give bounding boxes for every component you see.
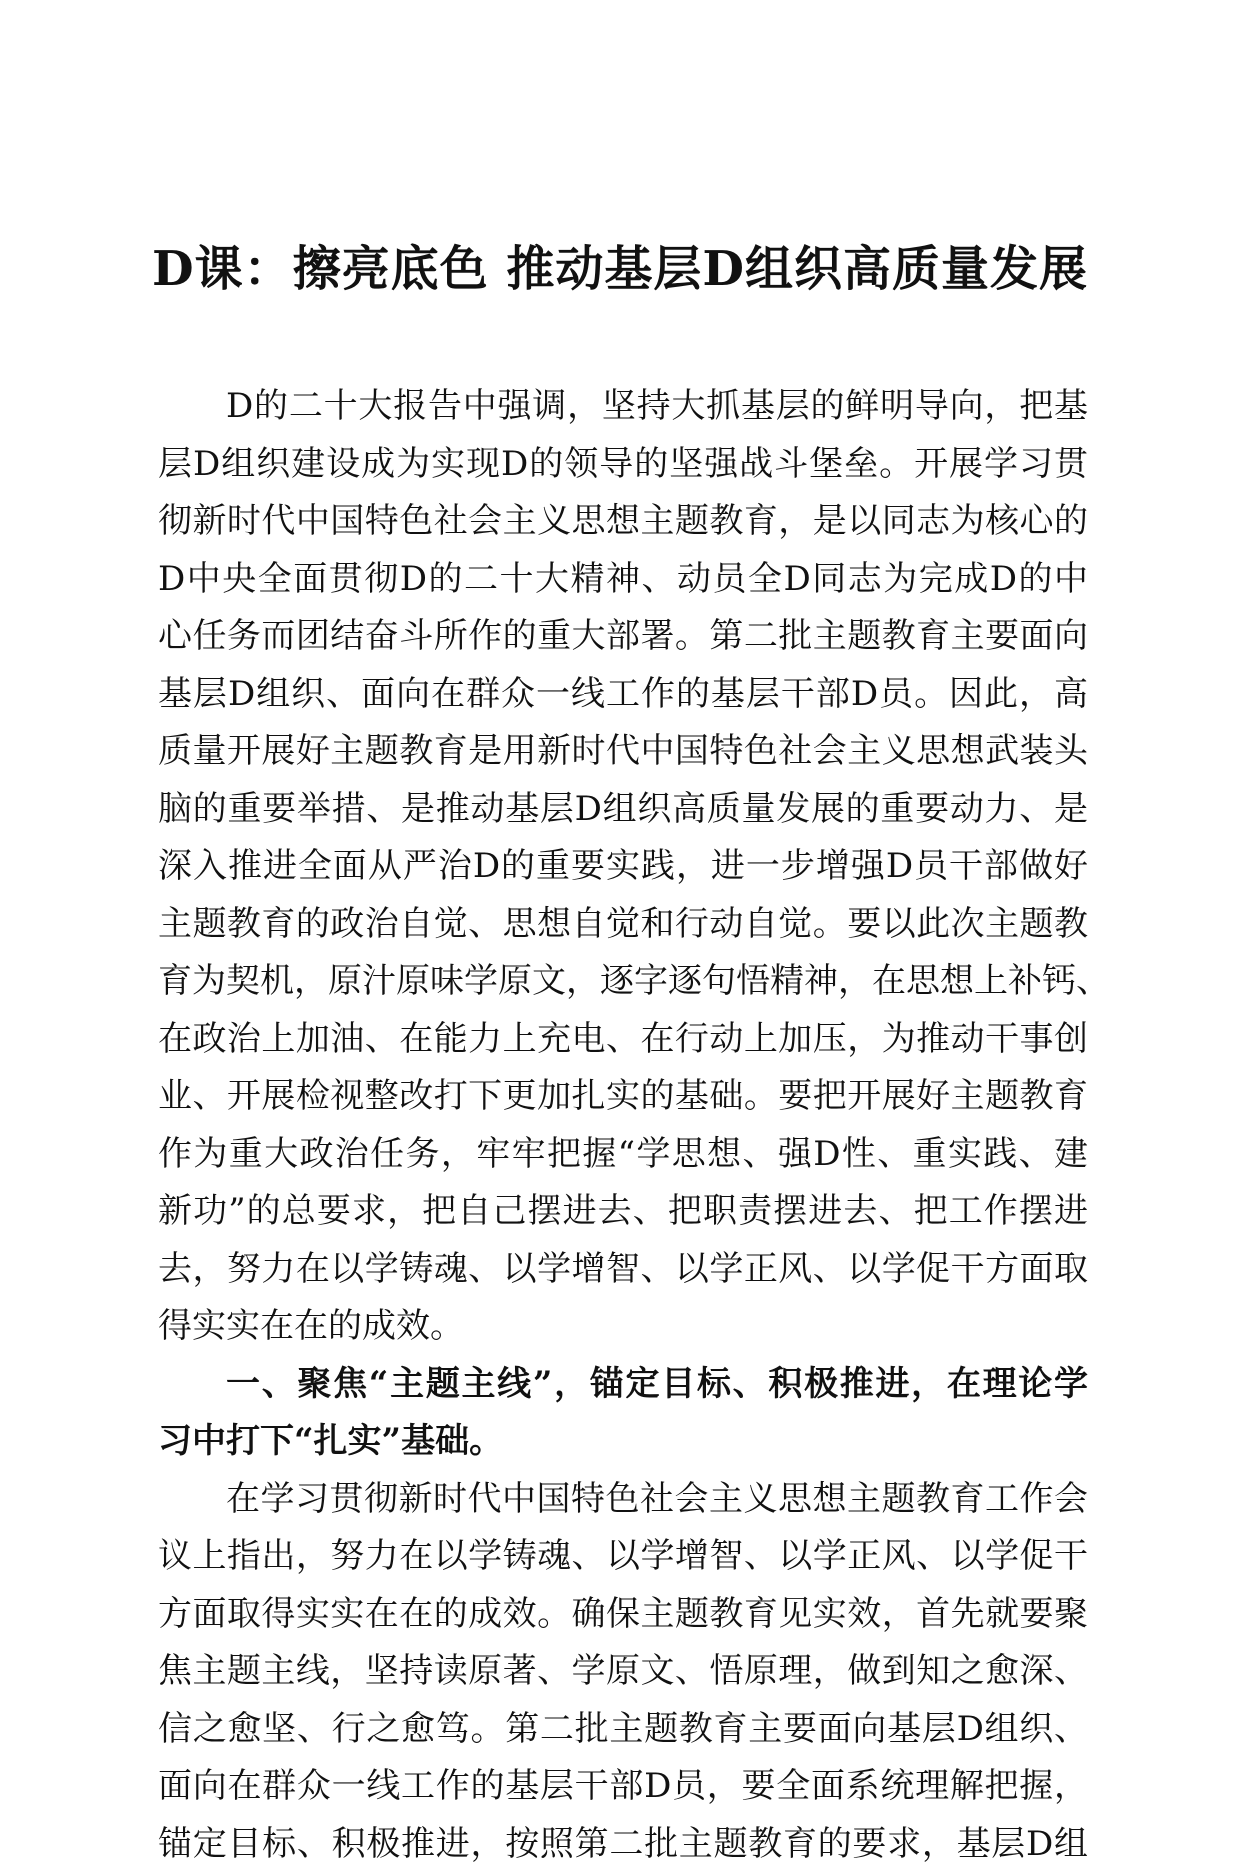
paragraph-line: 育为契机，原汁原味学原文，逐字逐句悟精神，在思想上补钙、	[158, 953, 1088, 1011]
paragraph-line: 业、开展检视整改打下更加扎实的基础。要把开展好主题教育	[158, 1068, 1088, 1126]
paragraph-line: 彻新时代中国特色社会主义思想主题教育，是以同志为核心的	[158, 493, 1088, 551]
paragraph-line: 得实实在在的成效。	[158, 1298, 1088, 1356]
paragraph-line: 基层D组织、面向在群众一线工作的基层干部D员。因此，高	[158, 666, 1088, 724]
paragraph-line: 方面取得实实在在的成效。确保主题教育见实效，首先就要聚	[158, 1586, 1088, 1644]
paragraph-line: 在政治上加油、在能力上充电、在行动上加压，为推动干事创	[158, 1011, 1088, 1069]
paragraph-line: 议上指出，努力在以学铸魂、以学增智、以学正风、以学促干	[158, 1528, 1088, 1586]
paragraph-line: 质量开展好主题教育是用新时代中国特色社会主义思想武装头	[158, 723, 1088, 781]
paragraph-line: 在学习贯彻新时代中国特色社会主义思想主题教育工作会	[158, 1471, 1088, 1529]
paragraph-line: 信之愈坚、行之愈笃。第二批主题教育主要面向基层D组织、	[158, 1701, 1088, 1759]
document-body	[158, 378, 1088, 1873]
paragraph-line: 层D组织建设成为实现D的领导的坚强战斗堡垒。开展学习贯	[158, 436, 1088, 494]
section-heading-line: 一、聚焦“主题主线”，锚定目标、积极推进，在理论学	[158, 1356, 1088, 1414]
paragraph-line: 去，努力在以学铸魂、以学增智、以学正风、以学促干方面取	[158, 1241, 1088, 1299]
paragraph-line: 面向在群众一线工作的基层干部D员，要全面系统理解把握，	[158, 1758, 1088, 1816]
paragraph-line: 焦主题主线，坚持读原著、学原文、悟原理，做到知之愈深、	[158, 1643, 1088, 1701]
paragraph-line: 脑的重要举措、是推动基层D组织高质量发展的重要动力、是	[158, 781, 1088, 839]
document-title: D课：擦亮底色 推动基层D组织高质量发展	[0, 230, 1240, 299]
paragraph-line: 主题教育的政治自觉、思想自觉和行动自觉。要以此次主题教	[158, 896, 1088, 954]
paragraph-line: 新功”的总要求，把自己摆进去、把职责摆进去、把工作摆进	[158, 1183, 1088, 1241]
paragraph-line: 作为重大政治任务，牢牢把握“学思想、强D性、重实践、建	[158, 1126, 1088, 1184]
paragraph-line: D中央全面贯彻D的二十大精神、动员全D同志为完成D的中	[158, 551, 1088, 609]
paragraph-line: 心任务而团结奋斗所作的重大部署。第二批主题教育主要面向	[158, 608, 1088, 666]
section-heading-line: 习中打下“扎实”基础。	[158, 1413, 1088, 1471]
paragraph-line: 深入推进全面从严治D的重要实践，进一步增强D员干部做好	[158, 838, 1088, 896]
paragraph-line: 锚定目标、积极推进，按照第二批主题教育的要求，基层D组	[158, 1816, 1088, 1873]
paragraph-line: D的二十大报告中强调，坚持大抓基层的鲜明导向，把基	[158, 378, 1088, 436]
